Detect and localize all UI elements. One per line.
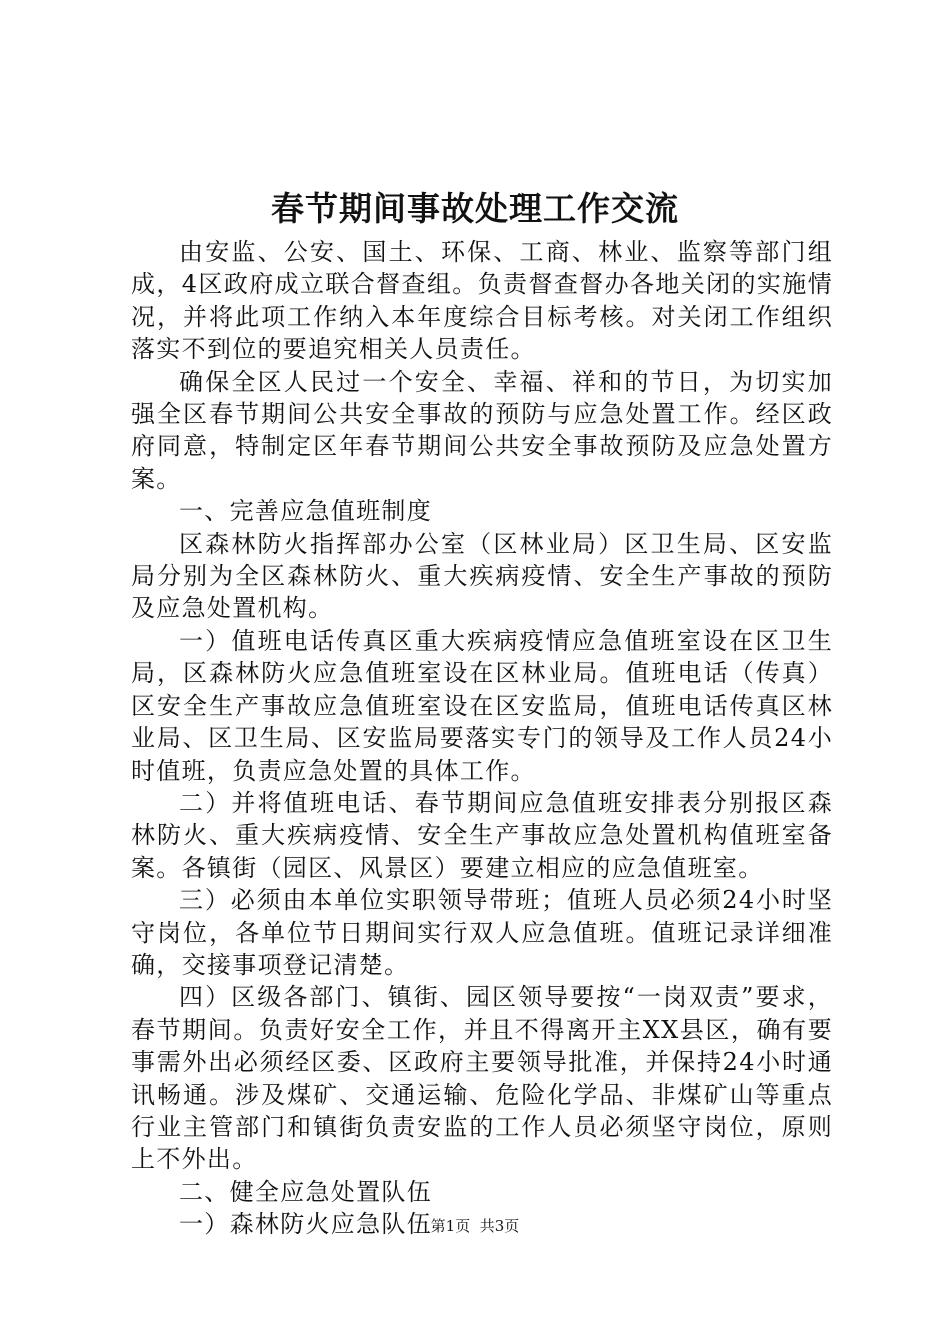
subsection-heading: 一）森林防火应急队伍	[179, 1210, 432, 1239]
paragraph: 三）必须由本单位实职领导带班；值班人员必须24小时坚守岗位，各单位节日期间实行双人应急值班。值班记录详细准确，交接事项登记清楚。	[131, 886, 833, 979]
paragraph: 区森林防火指挥部办公室（区林业局）区卫生局、区安监局分别为全区森林防火、重大疾病疫情、安全生产事故的预防及应急处置机构。	[131, 529, 833, 623]
section-heading: 二、健全应急处置队伍	[179, 1177, 432, 1206]
document-body	[131, 236, 833, 1241]
section-heading: 一、完善应急值班制度	[179, 497, 432, 526]
paragraph: 由安监、公安、国土、环保、工商、林业、监察等部门组成，4区政府成立联合督查组。负责督查督办各地关闭的实施情况，并将此项工作纳入本年度综合目标考核。对关闭工作组织落实不到位的要追究相关人员责任。	[131, 238, 833, 364]
page-total: 共3页	[479, 1217, 520, 1235]
paragraph: 二）并将值班电话、春节期间应急值班安排表分别报区森林防火、重大疾病疫情、安全生产事故应急处置机构值班室备案。各镇街（园区、风景区）要建立相应的应急值班室。	[131, 788, 833, 882]
document-title: 春节期间事故处理工作交流	[271, 189, 679, 228]
page-footer	[0, 1216, 950, 1236]
paragraph: 确保全区人民过一个安全、幸福、祥和的节日，为切实加强全区春节期间公共安全事故的预防与应急处置工作。经区政府同意，特制定区年春节期间公共安全事故预防及应急处置方案。	[131, 367, 833, 493]
page-number: 第1页	[430, 1217, 471, 1235]
paragraph: 一）值班电话传真区重大疾病疫情应急值班室设在区卫生局，区森林防火应急值班室设在区林业局。值班电话（传真）区安全生产事故应急值班室设在区安监局，值班电话传真区林业局、区卫生局、区安监局要落实专门的领导及工作人员24小时值班，负责应急处置的具体工作。	[131, 626, 833, 785]
paragraph: 四）区级各部门、镇街、园区领导要按“一岗双责”要求，春节期间。负责好安全工作，并且不得离开主XX县区，确有要事需外出必须经区委、区政府主要领导批准，并保持24小时通讯畅通。涉及煤矿、交通运输、危险化学品、非煤矿山等重点行业主管部门和镇街负责安监的工作人员必须坚守岗位，原则上不外出。	[131, 983, 833, 1174]
